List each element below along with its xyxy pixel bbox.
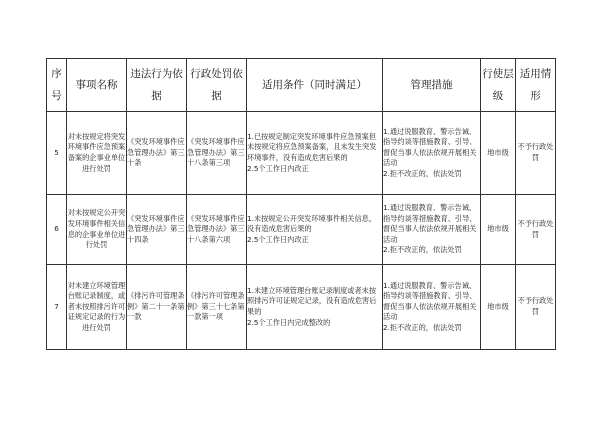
cell-item-name: 对未建立环境管理台账记录制度，或者未按照排污许可证规定记录的行为进行处罚: [67, 265, 127, 350]
cell-penalty-basis: 《突发环境事件应急管理办法》第三十八条第三项: [187, 112, 247, 195]
header-measures: 管理措施: [383, 59, 481, 112]
cell-item-name: 对未按规定将突发环境事件应急预案备案的企事业单位进行处罚: [67, 112, 127, 195]
table-row: [47, 265, 556, 350]
cell-conditions: [247, 195, 383, 265]
cell-seq: 5: [47, 112, 67, 195]
cell-applicability: 不予行政处罚: [516, 265, 556, 350]
cell-line: 2.5个工作日内改正: [247, 163, 309, 173]
cell-measures: [383, 112, 481, 195]
regulation-table: [46, 58, 556, 350]
header-seq: 序号: [47, 59, 67, 112]
cell-measures: [383, 195, 481, 265]
cell-line: 2.5个工作日内改正: [247, 234, 309, 244]
cell-line: 2.拒不改正的，依法处罚: [383, 245, 462, 255]
cell-line: 1.未建立环境管理台账记录制度或者未按照排污许可证规定记录，没有造成危害后果的: [247, 285, 377, 316]
cell-line: 1.通过说服教育、警示告诫、指导约谈等措施教育、引导、督促当事人依法依规开展相关活动: [383, 203, 477, 244]
cell-applicability: 不予行政处罚: [516, 195, 556, 265]
header-level: 行使层级: [481, 59, 516, 112]
header-item-name: 事项名称: [67, 59, 127, 112]
cell-line: 2.拒不改正的，依法处罚: [383, 322, 462, 332]
cell-line: 2.5个工作日内完成整改的: [247, 317, 331, 327]
header-violation-basis: 违法行为依据: [127, 59, 187, 112]
table-row: [47, 112, 556, 195]
table-header-row: [47, 59, 556, 112]
header-applicability: 适用情形: [516, 59, 556, 112]
cell-applicability: 不予行政处罚: [516, 112, 556, 195]
cell-penalty-basis: 《突发环境事件应急管理办法》第三十八条第六项: [187, 195, 247, 265]
cell-seq: 7: [47, 265, 67, 350]
header-conditions: 适用条件（同时满足）: [247, 59, 383, 112]
cell-conditions: [247, 265, 383, 350]
cell-seq: 6: [47, 195, 67, 265]
header-penalty-basis: 行政处罚依据: [187, 59, 247, 112]
cell-line: 1.通过说服教育、警示告诫、指导约谈等措施教育、引导、督促当事人依法依规开展相关活动: [383, 126, 477, 168]
cell-conditions: [247, 112, 383, 195]
table-row: [47, 195, 556, 265]
cell-level: 地市级: [481, 265, 516, 350]
cell-violation-basis: 《排污许可管理条例》第二十一条第一款: [127, 265, 187, 350]
cell-line: 1.通过说服教育、警示告诫、指导约谈等措施教育、引导、督促当事人依法依规开展相关活动: [383, 280, 477, 322]
cell-violation-basis: 《突发环境事件应急管理办法》第三十四条: [127, 195, 187, 265]
cell-level: 地市级: [481, 112, 516, 195]
cell-item-name: 对未按规定公开突发环境事件相关信息的企事业单位进行处罚: [67, 195, 127, 265]
cell-level: 地市级: [481, 195, 516, 265]
cell-line: 1.已按规定制定突发环境事件应急预案但未按规定将应急预案备案，且未发生突发环境事件，没有造成危害后果的: [247, 131, 377, 162]
cell-violation-basis: 《突发环境事件应急管理办法》第三十条: [127, 112, 187, 195]
cell-measures: [383, 265, 481, 350]
cell-line: 2.拒不改正的，依法处罚: [383, 168, 462, 178]
cell-penalty-basis: 《排污许可管理条例》第三十七条第一款第一项: [187, 265, 247, 350]
cell-line: 1.未按规定公开突发环境事件相关信息，没有造成危害后果的: [247, 213, 377, 234]
